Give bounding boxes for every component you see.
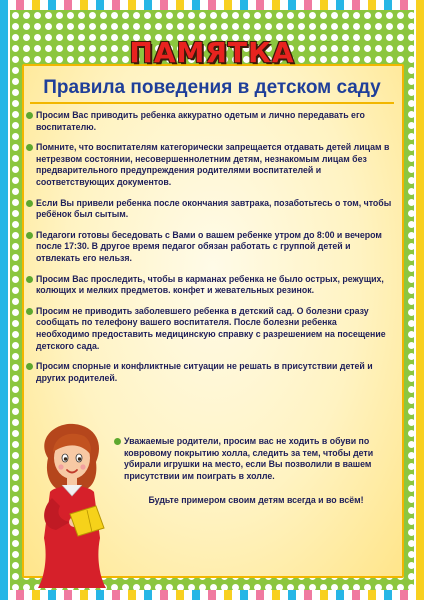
bullet-icon <box>26 112 33 119</box>
rule-text: Просим Вас проследить, чтобы в карманах ребенка не было острых, режущих, колющих и мелких предметов. конфет и жевательных резинок. <box>36 273 384 296</box>
list-item <box>26 230 392 265</box>
bullet-icon <box>26 308 33 315</box>
bullet-icon <box>26 200 33 207</box>
rule-text: Просим Вас приводить ребенка аккуратно одетым и лично передавать его воспитателю. <box>36 110 365 132</box>
bullet-icon <box>26 144 33 151</box>
rule-text: Помните, что воспитателям категорически запрещается отдавать детей лицам в нетрезвом состоянии, несовершеннолетним детям, незнакомым лицам без предварительного предупреждения родителями воспитателей и соответствующих документов. <box>36 142 390 187</box>
list-item <box>26 198 392 221</box>
tail-list <box>114 436 398 488</box>
bullet-icon <box>26 363 33 370</box>
page-title: ПАМЯТКА <box>129 36 295 69</box>
closing-line: Будьте примером своим детям всегда и во всём! <box>148 495 364 505</box>
page-subtitle: Правила поведения в детском саду <box>43 77 381 98</box>
list-item <box>26 306 392 352</box>
list-item <box>26 142 392 188</box>
bullet-icon <box>26 276 33 283</box>
title-box <box>28 36 396 72</box>
subtitle-divider <box>30 102 394 104</box>
list-item <box>114 436 398 482</box>
rule-text: Педагоги готовы беседовать с Вами о вашем ребенке утром до 8:00 и вечером после 17:30. В другое время педагог обязан работать с группой детей и отвлекать его нельзя. <box>36 229 382 263</box>
list-item <box>26 274 392 297</box>
bullet-icon <box>26 232 33 239</box>
teacher-with-book-illustration <box>26 418 118 588</box>
rule-text: Уважаемые родители, просим вас не ходить в обуви по ковровому покрытию холла, следить за тем, чтобы дети убирали игрушки на место, если Вы позволили в вашем присутствии им поиграть в холле. <box>124 436 374 481</box>
rule-text: Просим спорные и конфликтные ситуации не решать в присутствии детей и других родителей. <box>36 361 373 383</box>
rules-list <box>26 110 392 393</box>
list-item <box>26 110 392 133</box>
rule-text: Просим не приводить заболевшего ребенка в детский сад. О болезни сразу сообщать по телефону вашего воспитателя. После болезни ребенка необходимо предоставить медицинскую справку с разрешением на посещение детского сада. <box>36 305 386 351</box>
list-item <box>26 361 392 384</box>
rule-text: Если Вы привели ребенка после окончания завтрака, позаботьтесь о том, чтобы ребёнок был сытым. <box>36 197 392 220</box>
